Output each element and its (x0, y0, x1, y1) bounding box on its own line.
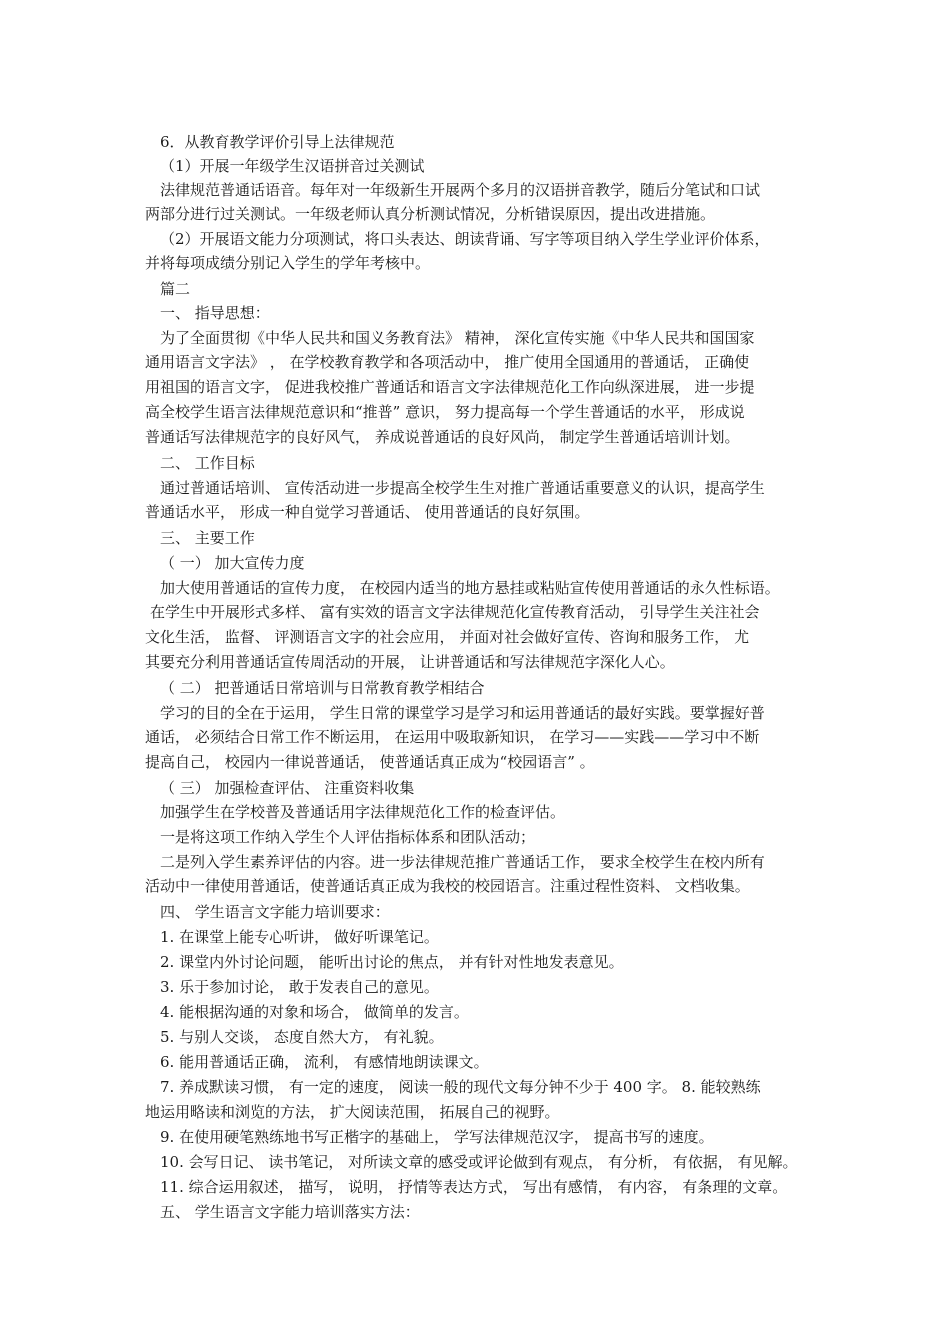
paragraph-line: 法律规范普通话语音。每年对一年级新生开展两个多月的汉语拼音教学，随后分笔试和口试 (160, 181, 761, 199)
list-item: 5. 与别人交谈， 态度自然大方， 有礼貌。 (160, 1028, 444, 1046)
list-item: 9. 在使用硬笔熟练地书写正楷字的基础上， 学写法律规范汉字， 提高书写的速度。 (160, 1128, 714, 1146)
paragraph-line: 通话， 必须结合日常工作不断运用， 在运用中吸取新知识， 在学习——实践——学习中不断 (145, 728, 760, 746)
paragraph-line: 加大使用普通话的宣传力度， 在校园内适当的地方悬挂或粘贴宣传使用普通话的永久性标语。 (160, 579, 780, 597)
paragraph-line: 通用语言文字法》 ， 在学校教育教学和各项活动中， 推广使用全国通用的普通话， 正确使 (145, 353, 750, 371)
list-item: 10. 会写日记、 读书笔记， 对所读文章的感受或评论做到有观点， 有分析， 有依据， 有见解。 (160, 1153, 798, 1171)
section-heading: 二、 工作目标 (160, 454, 255, 472)
sub-heading: （ 一） 加大宣传力度 (160, 554, 305, 572)
paragraph-line: 在学生中开展形式多样、 富有实效的语言文字法律规范化宣传教育活动， 引导学生关注社会 (150, 603, 760, 621)
paragraph-line: 普通话水平， 形成一种自觉学习普通话、 使用普通话的良好氛围。 (145, 503, 590, 521)
list-item: 1. 在课堂上能专心听讲， 做好听课笔记。 (160, 928, 439, 946)
paragraph-line: 学习的目的全在于运用， 学生日常的课堂学习是学习和运用普通话的最好实践。要掌握好普 (160, 704, 765, 722)
list-item: 11. 综合运用叙述， 描写， 说明， 抒情等表达方式， 写出有感情， 有内容， 有条理的文章。 (160, 1178, 788, 1196)
list-item-continuation: 地运用略读和浏览的方法， 扩大阅读范围， 拓展自己的视野。 (145, 1103, 560, 1121)
list-item: 7. 养成默读习惯， 有一定的速度， 阅读一般的现代文每分钟不少于 400 字。 8. 能较熟练 (160, 1078, 761, 1096)
paragraph-line: 加强学生在学校普及普通话用字法律规范化工作的检查评估。 (160, 803, 566, 821)
paragraph-line: 二是列入学生素养评估的内容。进一步法律规范推广普通话工作， 要求全校学生在校内所有 (160, 853, 765, 871)
sub-heading: （ 三） 加强检查评估、 注重资料收集 (160, 779, 415, 797)
section-heading: 五、 学生语言文字能力培训落实方法： (160, 1203, 420, 1221)
part-heading: 篇二 (160, 280, 191, 298)
paragraph-line: 两部分进行过关测试。一年级老师认真分析测试情况，分析错误原因，提出改进措施。 (145, 205, 716, 223)
paragraph-line: 用祖国的语言文字， 促进我校推广普通话和语言文字法律规范化工作向纵深进展， 进一步提 (145, 378, 755, 396)
paragraph-line: 为了全面贯彻《中华人民共和国义务教育法》 精神， 深化宣传实施《中华人民共和国国家 (160, 329, 755, 347)
paragraph-line: 文化生活， 监督、 评测语言文字的社会应用， 并面对社会做好宣传、咨询和服务工作， 尤 (145, 628, 750, 646)
sub-heading: （ 二） 把普通话日常培训与日常教育教学相结合 (160, 679, 485, 697)
sub-heading: （2）开展语文能力分项测试，将口头表达、朗读背诵、写字等项目纳入学生学业评价体系， (160, 230, 770, 248)
paragraph-line: 通过普通话培训、 宣传活动进一步提高全校学生生对推广普通话重要意义的认识，提高学生 (160, 479, 765, 497)
section-heading: 四、 学生语言文字能力培训要求： (160, 903, 390, 921)
paragraph-line: 并将每项成绩分别记入学生的学年考核中。 (145, 254, 431, 272)
section-heading: 6．从教育教学评价引导上法律规范 (160, 133, 395, 151)
list-item: 3. 乐于参加讨论， 敢于发表自己的意见。 (160, 978, 439, 996)
paragraph-line: 提高自己， 校园内一律说普通话， 使普通话真正成为“校园语言” 。 (145, 753, 595, 771)
list-item: 2. 课堂内外讨论问题， 能听出讨论的焦点， 并有针对性地发表意见。 (160, 953, 624, 971)
sub-heading: （1）开展一年级学生汉语拼音过关测试 (160, 157, 425, 175)
paragraph-line: 高全校学生语言法律规范意识和“推普” 意识， 努力提高每一个学生普通话的水平， 形成说 (145, 403, 745, 421)
list-item: 4. 能根据沟通的对象和场合， 做简单的发言。 (160, 1003, 469, 1021)
section-heading: 一、 指导思想： (160, 304, 270, 322)
section-heading: 三、 主要工作 (160, 529, 255, 547)
paragraph-line: 普通话写法律规范字的良好风气， 养成说普通话的良好风尚， 制定学生普通话培训计划。 (145, 428, 740, 446)
paragraph-line: 其要充分利用普通话宣传周活动的开展， 让讲普通话和写法律规范字深化人心。 (145, 653, 675, 671)
list-item: 6. 能用普通话正确， 流利， 有感情地朗读课文。 (160, 1053, 489, 1071)
paragraph-line: 活动中一律使用普通话，使普通话真正成为我校的校园语言。注重过程性资料、 文档收集。 (145, 877, 750, 895)
paragraph-line: 一是将这项工作纳入学生个人评估指标体系和团队活动； (160, 828, 536, 846)
